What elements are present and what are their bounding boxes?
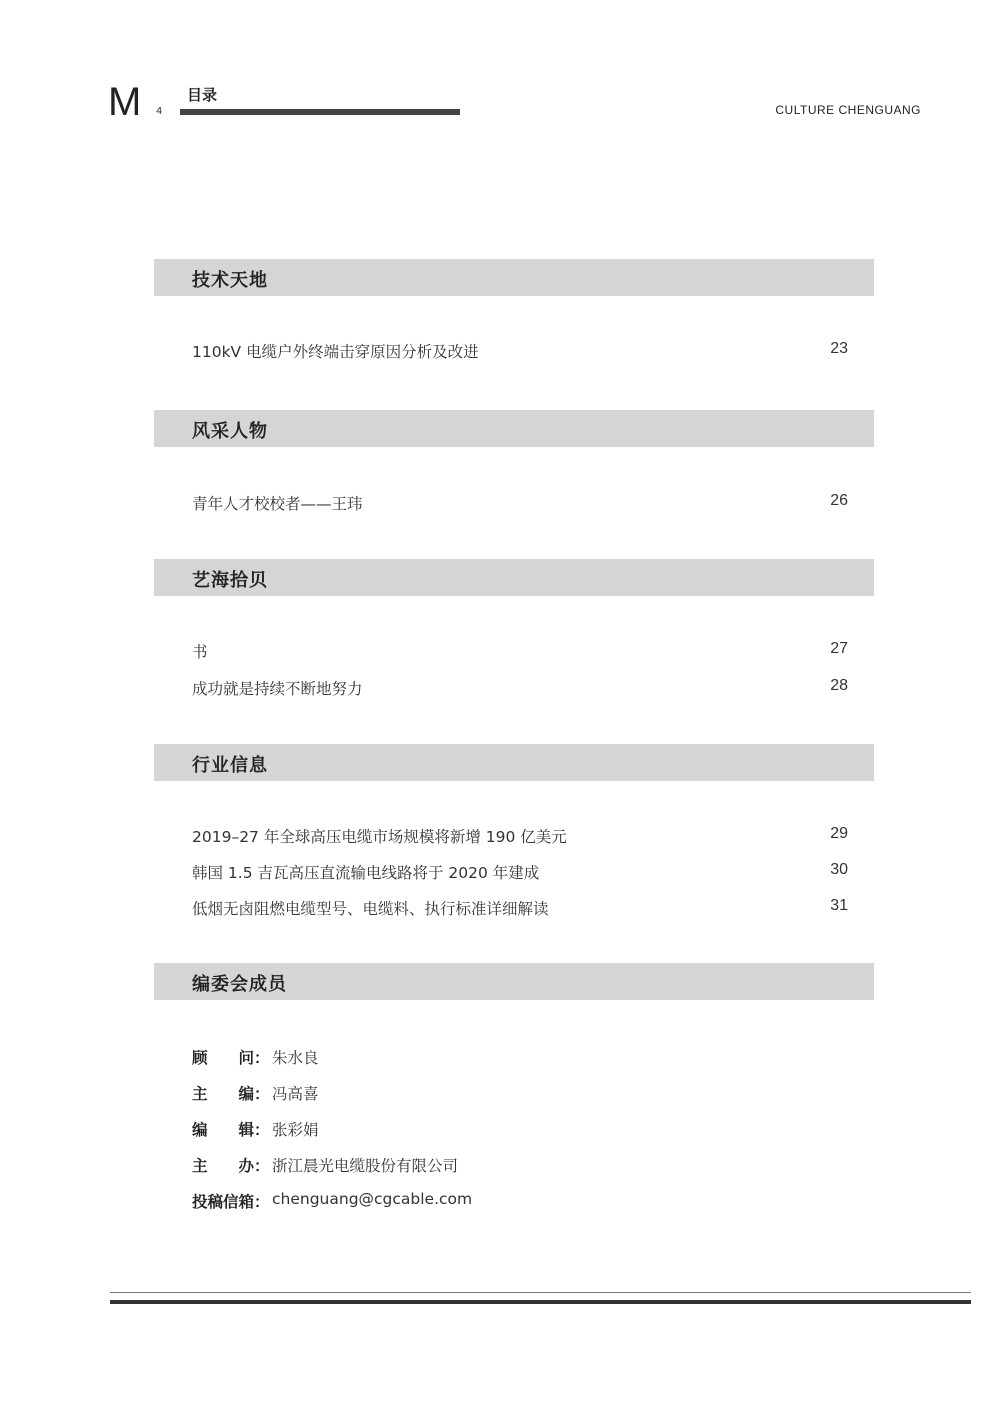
toc-entry-title: 2019–27 年全球高压电缆市场规模将新增 190 亿美元: [192, 828, 567, 846]
header-rule: [180, 109, 460, 115]
page-title: 目录: [187, 86, 218, 104]
section-header-arts: [154, 559, 874, 596]
page-number: 4: [156, 106, 163, 117]
section-header-tech: [154, 259, 874, 296]
brand-label: CULTURE CHENGUANG: [775, 103, 921, 117]
toc-entry[interactable]: [192, 492, 848, 516]
section-header-industry: [154, 744, 874, 781]
toc-entry-title: 韩国 1.5 吉瓦高压直流输电线路将于 2020 年建成: [192, 864, 540, 882]
section-header-committee: [154, 963, 874, 1000]
toc-entry-page: 26: [830, 492, 848, 509]
toc-entry[interactable]: [192, 340, 848, 364]
toc-entry-title: 低烟无卤阻燃电缆型号、电缆料、执行标准详细解读: [192, 900, 549, 918]
section-header-people: [154, 410, 874, 447]
committee-role: 投稿信箱：: [192, 1193, 270, 1211]
footer-rule-thin: [110, 1292, 971, 1293]
section-letter: M: [108, 80, 142, 124]
toc-entry[interactable]: [192, 677, 848, 701]
committee-value: 浙江晨光电缆股份有限公司: [272, 1157, 459, 1175]
section-title: 编委会成员: [192, 974, 287, 995]
committee-role: 编 辑：: [192, 1121, 270, 1139]
section-title: 技术天地: [192, 270, 268, 291]
committee-role: 主 办：: [192, 1157, 270, 1175]
toc-entry-page: 31: [830, 897, 848, 914]
toc-entry-page: 28: [830, 677, 848, 694]
committee-role: 顾 问：: [192, 1049, 270, 1067]
toc-entry[interactable]: [192, 897, 848, 921]
toc-entry-page: 23: [830, 340, 848, 357]
toc-entry-page: 29: [830, 825, 848, 842]
committee-value: 朱水良: [272, 1049, 319, 1067]
committee-role: 主 编：: [192, 1085, 270, 1103]
committee-value: 冯高喜: [272, 1085, 319, 1103]
toc-entry-title: 110kV 电缆户外终端击穿原因分析及改进: [192, 343, 479, 361]
section-title: 风采人物: [192, 421, 268, 442]
toc-entry-page: 30: [830, 861, 848, 878]
toc-entry-title: 青年人才校校者——王玮: [192, 495, 363, 513]
toc-entry-title: 书: [192, 643, 208, 661]
toc-entry[interactable]: [192, 861, 848, 885]
toc-entry[interactable]: [192, 640, 848, 664]
section-title: 艺海拾贝: [192, 570, 268, 591]
footer-rule-thick: [110, 1300, 971, 1304]
toc-entry-title: 成功就是持续不断地努力: [192, 680, 363, 698]
section-title: 行业信息: [192, 755, 268, 776]
toc-entry[interactable]: [192, 825, 848, 849]
committee-value: 张彩娟: [272, 1121, 319, 1139]
contact-email[interactable]: chenguang@cgcable.com: [272, 1190, 473, 1208]
toc-entry-page: 27: [830, 640, 848, 657]
